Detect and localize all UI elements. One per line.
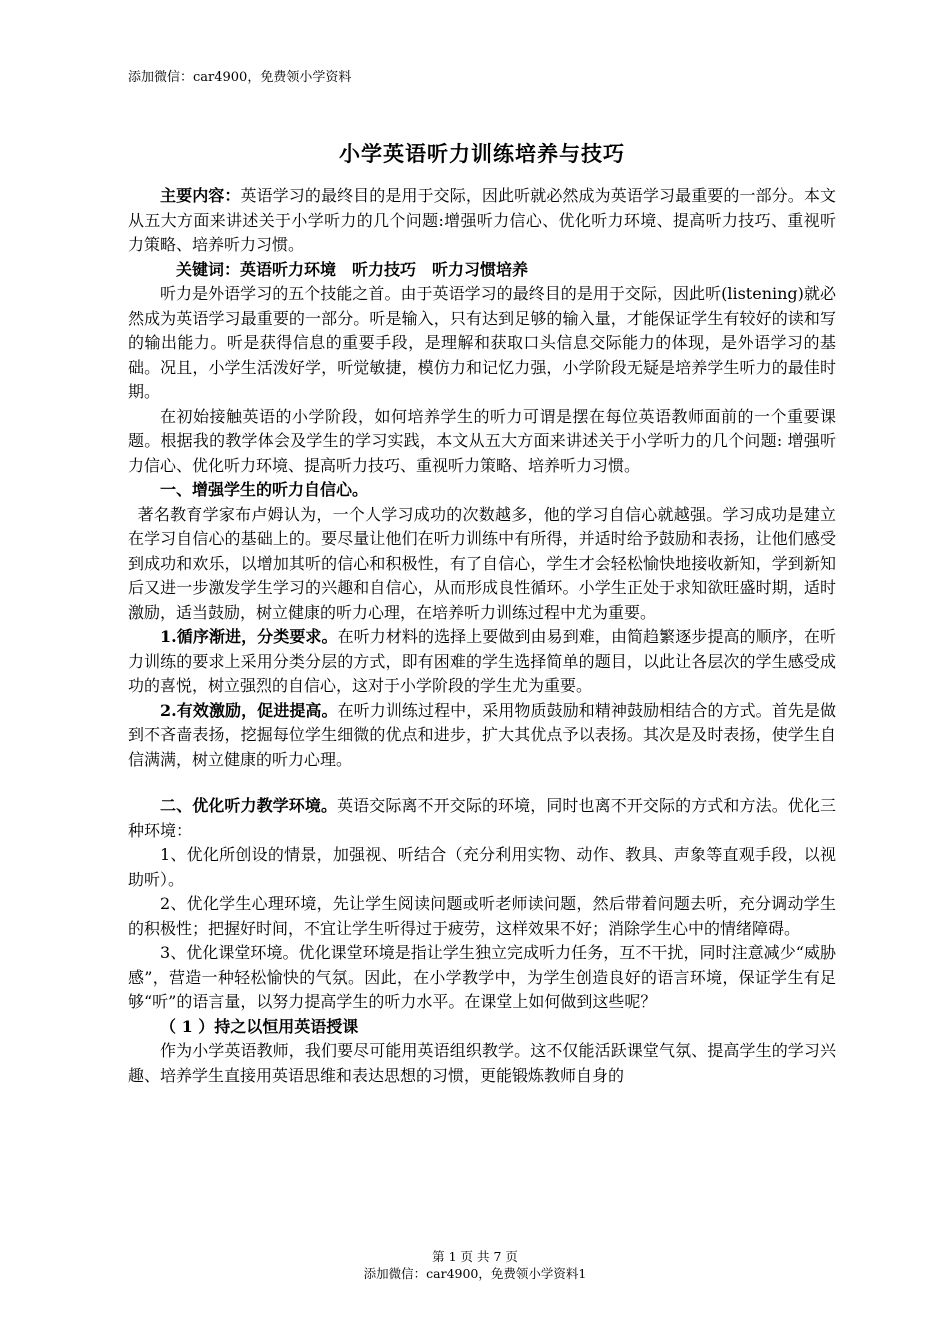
item-2-heading: 2.有效激励，促进提高。: [160, 700, 338, 720]
intro-paragraph-2: 在初始接触英语的小学阶段，如何培养学生的听力可谓是摆在每位英语教师面前的一个重要课题。根据我的教学体会及学生的学习实践，本文从五大方面来讲述关于小学听力的几个问题: 增强听力信心、优化听力环境、提高听力技巧、重视听力策略、培养听力习惯。: [128, 406, 836, 475]
main-content-label: 主要内容：: [160, 186, 241, 205]
subsection-1-heading: （ 1 ）持之以恒用英语授课: [160, 1016, 359, 1036]
item-1-paragraph: [128, 625, 836, 699]
page-footer: [0, 1248, 950, 1282]
item-1-text: 在听力材料的选择上要做到由易到难，由简趋繁逐步提高的顺序，在听力训练的要求上采用分类分层的方式，即有困难的学生选择简单的题目，以此让各层次的学生感受成功的喜悦，树立强烈的自信心，这对于小学阶段的学生尤为重要。: [128, 627, 836, 695]
document-title: 小学英语听力训练培养与技巧: [339, 141, 625, 166]
item-1-heading: 1.循序渐进，分类要求。: [160, 627, 338, 646]
section-2-text: 英语交际离不开交际的环境，同时也离不开交际的方式和方法。优化三种环境：: [128, 796, 836, 840]
item-2-text: 在听力训练过程中，采用物质鼓励和精神鼓励相结合的方式。首先是做到不吝啬表扬，挖掘每位学生细微的优点和进步，扩大其优点予以表扬。其次是及时表扬，使学生自信满满，树立健康的听力心理。: [128, 700, 836, 769]
intro-paragraph-1: 听力是外语学习的五个技能之首。由于英语学习的最终目的是用于交际，因此听(listening)就必然成为英语学习最重要的一部分。听是输入，只有达到足够的输入量，才能保证学生有较好的读和写的输出能力。听是获得信息的重要手段，是理解和获取口头信息交际能力的体现，是外语学习的基础。况且，小学生活泼好学，听觉敏捷，模仿力和记忆力强，小学阶段无疑是培养学生听力的最佳时期。: [128, 284, 836, 401]
page-number: 第 1 页 共 7 页: [432, 1249, 518, 1264]
item-2-paragraph: [128, 699, 836, 773]
document-body: [128, 130, 836, 1088]
section-1-paragraph: 著名教育学家布卢姆认为，一个人学习成功的次数越多，他的学习自信心就越强。学习成功是建立在学习自信心的基础上的。要尽量让他们在听力训练中有所得，并适时给予鼓励和表扬，让他们感受到成功和欢乐，以增加其听的信心和积极性，有了自信心，学生才会轻松愉快地接收新知，学到新知后又进一步激发学生学习的兴趣和自信心，从而形成良性循环。小学生正处于求知欲旺盛时期，适时激励，适当鼓励，树立健康的听力心理，在培养听力训练过程中尤为重要。: [128, 504, 836, 622]
section-1-heading: 一、增强学生的听力自信心。: [160, 480, 369, 499]
header-note: 添加微信：car4900，免费领小学资料: [128, 70, 352, 85]
footer-note: 添加微信：car4900，免费领小学资料1: [363, 1266, 587, 1281]
environment-item-2: 2、优化学生心理环境，先让学生阅读问题或听老师读问题，然后带着问题去听，充分调动学生的积极性；把握好时间，不宜让学生听得过于疲劳，这样效果不好；消除学生心中的情绪障碍。: [128, 894, 836, 938]
subsection-1-paragraph: 作为小学英语教师，我们要尽可能用英语组织教学。这不仅能活跃课堂气氛、提高学生的学习兴趣、培养学生直接用英语思维和表达思想的习惯，更能锻炼教师自身的: [128, 1041, 836, 1085]
keywords-line: 关键词：英语听力环境 听力技巧 听力习惯培养: [176, 259, 529, 279]
environment-item-1: 1、优化所创设的情景，加强视、听结合（充分利用实物、动作、教具、声象等直观手段，以视助听）。: [128, 845, 836, 889]
section-2-paragraph: [128, 794, 836, 843]
environment-item-3: 3、优化课堂环境。优化课堂环境是指让学生独立完成听力任务，互不干扰，同时注意减少“威胁感”，营造一种轻松愉快的气氛。因此，在小学教学中，为学生创造良好的语言环境，保证学生有足够“听”的语言量，以努力提高学生的听力水平。在课堂上如何做到这些呢？: [128, 943, 836, 1011]
paragraph-gap: [128, 772, 836, 794]
main-content-text: 英语学习的最终目的是用于交际，因此听就必然成为英语学习最重要的一部分。本文从五大方面来讲述关于小学听力的几个问题:增强听力信心、优化听力环境、提高听力技巧、重视听力策略、培养听力习惯。: [128, 186, 836, 254]
main-content-paragraph: [128, 184, 836, 258]
section-2-heading: 二、优化听力教学环境。: [160, 796, 338, 815]
